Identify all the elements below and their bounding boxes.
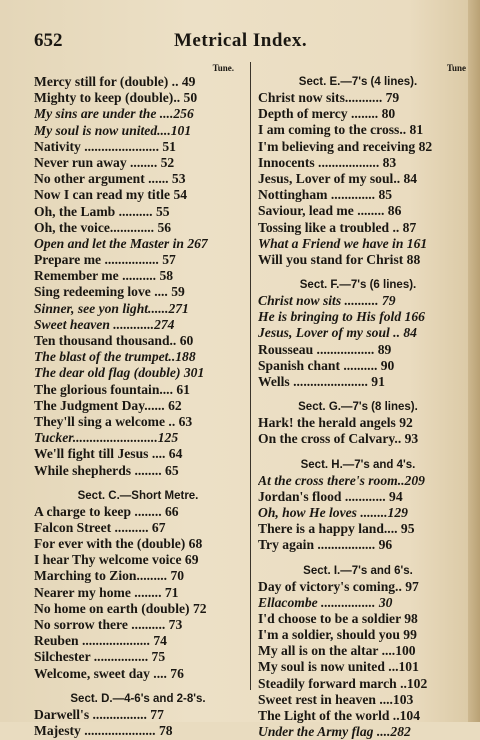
index-entry: Rousseau ................. 89 bbox=[258, 342, 458, 358]
index-entry: Open and let the Master in 267 bbox=[34, 236, 242, 252]
index-entry: Jesus, Lover of my soul.. 84 bbox=[258, 171, 458, 187]
index-entry: Wells ...................... 91 bbox=[258, 374, 458, 390]
index-entry: Oh, how He loves ........129 bbox=[258, 505, 458, 521]
index-entry: I'm believing and receiving 82 bbox=[258, 139, 458, 155]
section-e-list bbox=[258, 90, 458, 268]
index-entry: Darwell's ................ 77 bbox=[34, 707, 242, 723]
section-heading-h: Sect. H.—7's and 4's. bbox=[258, 457, 458, 473]
index-entry: Try again ................. 96 bbox=[258, 537, 458, 553]
index-entry: No home on earth (double) 72 bbox=[34, 601, 242, 617]
index-entry: Saviour, lead me ........ 86 bbox=[258, 203, 458, 219]
page-title: Metrical Index. bbox=[174, 30, 307, 52]
index-entry: My all is on the altar ....100 bbox=[258, 643, 458, 659]
section-c-list bbox=[34, 504, 242, 682]
index-entry: Christ now sits .......... 79 bbox=[258, 293, 458, 309]
index-entry: Hark! the herald angels 92 bbox=[258, 415, 458, 431]
index-entry: Falcon Street .......... 67 bbox=[34, 520, 242, 536]
index-entry: The dear old flag (double) 301 bbox=[34, 365, 242, 381]
index-entry: The Light of the world ..104 bbox=[258, 708, 458, 724]
left-entry-list bbox=[34, 74, 242, 479]
left-column bbox=[34, 62, 242, 739]
index-entry: Sweet heaven ............274 bbox=[34, 317, 242, 333]
index-entry: Oh, the voice............. 56 bbox=[34, 220, 242, 236]
index-entry: Welcome, sweet day .... 76 bbox=[34, 666, 242, 682]
index-entry: My soul is now united....101 bbox=[34, 123, 242, 139]
index-entry: Oh, the Lamb .......... 55 bbox=[34, 204, 242, 220]
index-entry: Now I can read my title 54 bbox=[34, 187, 242, 203]
section-heading-g: Sect. G.—7's (8 lines). bbox=[258, 399, 458, 415]
section-heading-i: Sect. I.—7's and 6's. bbox=[258, 563, 458, 579]
index-entry: Sinner, see yon light......271 bbox=[34, 301, 242, 317]
index-entry: On the cross of Calvary.. 93 bbox=[258, 431, 458, 447]
index-entry: Will you stand for Christ 88 bbox=[258, 252, 458, 268]
section-d-list bbox=[34, 707, 242, 739]
index-entry: Sweet rest in heaven ....103 bbox=[258, 692, 458, 708]
index-entry: Depth of mercy ........ 80 bbox=[258, 106, 458, 122]
index-entry: Majesty ..................... 78 bbox=[34, 723, 242, 739]
column-divider bbox=[250, 62, 251, 690]
section-f-list bbox=[258, 293, 458, 390]
index-entry: Nearer my home ........ 71 bbox=[34, 585, 242, 601]
section-heading-c: Sect. C.—Short Metre. bbox=[34, 488, 242, 504]
index-entry: Ten thousand thousand.. 60 bbox=[34, 333, 242, 349]
section-i-list bbox=[258, 579, 458, 740]
index-entry: Innocents .................. 83 bbox=[258, 155, 458, 171]
index-entry: I hear Thy welcome voice 69 bbox=[34, 552, 242, 568]
index-entry: Mercy still for (double) .. 49 bbox=[34, 74, 242, 90]
section-g-list bbox=[258, 415, 458, 447]
index-entry: Jesus, Lover of my soul .. 84 bbox=[258, 325, 458, 341]
tune-label: Tune bbox=[258, 62, 466, 74]
index-entry: No sorrow there .......... 73 bbox=[34, 617, 242, 633]
section-heading-f: Sect. F.—7's (6 lines). bbox=[258, 277, 458, 293]
index-entry: At the cross there's room..209 bbox=[258, 473, 458, 489]
index-entry: The Judgment Day...... 62 bbox=[34, 398, 242, 414]
index-entry: Sing redeeming love .... 59 bbox=[34, 284, 242, 300]
index-entry: While shepherds ........ 65 bbox=[34, 463, 242, 479]
index-entry: Prepare me ................ 57 bbox=[34, 252, 242, 268]
section-heading-e: Sect. E.—7's (4 lines). bbox=[258, 74, 458, 90]
page-edge bbox=[468, 0, 480, 722]
right-column bbox=[258, 62, 458, 740]
index-entry: Silchester ................ 75 bbox=[34, 649, 242, 665]
index-entry: The glorious fountain.... 61 bbox=[34, 382, 242, 398]
index-entry: My sins are under the ....256 bbox=[34, 106, 242, 122]
index-entry: Christ now sits........... 79 bbox=[258, 90, 458, 106]
page-number: 652 bbox=[34, 30, 63, 52]
index-entry: They'll sing a welcome .. 63 bbox=[34, 414, 242, 430]
index-entry: I'm a soldier, should you 99 bbox=[258, 627, 458, 643]
index-entry: Remember me .......... 58 bbox=[34, 268, 242, 284]
index-entry: Spanish chant .......... 90 bbox=[258, 358, 458, 374]
index-entry: Tucker.........................125 bbox=[34, 430, 242, 446]
index-entry: Marching to Zion......... 70 bbox=[34, 568, 242, 584]
page-header bbox=[34, 30, 450, 60]
section-heading-d: Sect. D.—4-6's and 2-8's. bbox=[34, 691, 242, 707]
index-entry: Nativity ...................... 51 bbox=[34, 139, 242, 155]
index-entry: There is a happy land.... 95 bbox=[258, 521, 458, 537]
index-entry: Reuben .................... 74 bbox=[34, 633, 242, 649]
index-entry: I am coming to the cross.. 81 bbox=[258, 122, 458, 138]
index-entry: The blast of the trumpet..188 bbox=[34, 349, 242, 365]
index-entry: Ellacombe ................ 30 bbox=[258, 595, 458, 611]
section-h-list bbox=[258, 473, 458, 554]
index-entry: Steadily forward march ..102 bbox=[258, 676, 458, 692]
index-entry: Nottingham ............. 85 bbox=[258, 187, 458, 203]
index-entry: We'll fight till Jesus .... 64 bbox=[34, 446, 242, 462]
index-entry: He is bringing to His fold 166 bbox=[258, 309, 458, 325]
index-entry: Day of victory's coming.. 97 bbox=[258, 579, 458, 595]
index-entry: Jordan's flood ............ 94 bbox=[258, 489, 458, 505]
index-entry: My soul is now united ...101 bbox=[258, 659, 458, 675]
tune-label: Tune. bbox=[34, 62, 242, 74]
index-entry: Mighty to keep (double).. 50 bbox=[34, 90, 242, 106]
index-entry: Under the Army flag ....282 bbox=[258, 724, 458, 740]
index-entry: What a Friend we have in 161 bbox=[258, 236, 458, 252]
index-entry: No other argument ...... 53 bbox=[34, 171, 242, 187]
index-entry: Tossing like a troubled .. 87 bbox=[258, 220, 458, 236]
index-entry: I'd choose to be a soldier 98 bbox=[258, 611, 458, 627]
index-entry: A charge to keep ........ 66 bbox=[34, 504, 242, 520]
index-entry: For ever with the (double) 68 bbox=[34, 536, 242, 552]
index-entry: Never run away ........ 52 bbox=[34, 155, 242, 171]
